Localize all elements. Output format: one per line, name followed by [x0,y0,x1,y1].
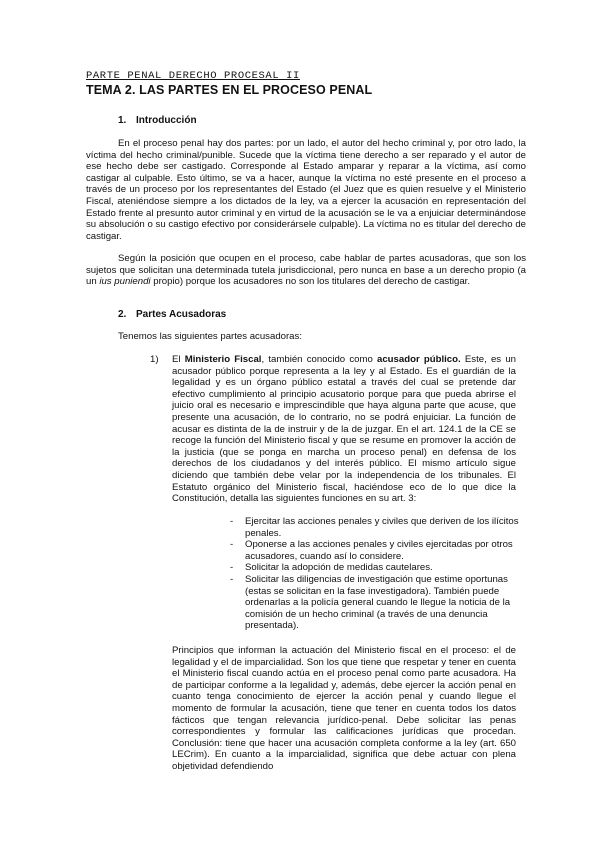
dash-bullet: - [230,573,234,585]
list-item-text: Solicitar la adopción de medidas cautelares. [245,562,433,574]
lead-text: El [172,354,185,365]
section-title: Partes Acusadoras [136,309,227,320]
running-header: PARTE PENAL DERECHO PROCESAL II [86,70,300,82]
acusadoras-intro: Tenemos las siguientes partes acusadoras: [118,331,302,342]
principles-paragraph: Principios que informan la actuación del Ministerio fiscal en el proceso: el de legalidad y el de imparcialidad. Son los que tiene que respetar y tener en cuenta el Ministerio fiscal cuando actúa en el proceso penal como parte acusadora. Ha de participar conforme a la legalidad y, además, debe ejercer la acción penal en cuanto tenga conocimiento de ejercer la acción penal y cuando llegue el momento de formular la acusación, tiene que tener en cuenta todos los datos fácticos que tengan relevancia jurídico-penal. Debe solicitar las penas correspondientes y formular las calificaciones jurídicas que procedan. Conclusión: tiene que hacer una acusación completa conforme a la ley (art. 650 LECrim). En cuanto a la imparcialidad, significa que debe actuar con plena objetividad defendiendo [172,645,516,772]
acusador-publico-term: acusador público. [377,354,461,365]
list-item [230,562,530,574]
list-item-text: Oponerse a las acciones penales y civiles ejercitadas por otros acusadores, cuando así lo considere. [245,539,513,562]
lead-text-2: , también conocido como [261,354,378,365]
list-item-text: Solicitar las diligencias de investigación que estime oportunas (estas se solicitan en la fase investigadora). También puede ordenarlas a la policía general cuando le llegue la noticia de la comisión de un hecho criminal (a través de una denuncia presentada). [245,573,511,632]
intro-paragraph-1 [86,138,526,242]
list-item [230,516,530,539]
list-item-number: 1) [150,354,159,365]
dash-bullet: - [230,539,234,551]
functions-list [230,516,530,632]
list-item [230,539,530,562]
section-title: Introducción [136,115,197,126]
ministerio-fiscal-body: Este, es un acusador público porque representa a la ley y al Estado. Es el guardián de la legalidad y es un órgano público estatal a través del cual se pretende dar efectivo cumplimiento al principio acusatorio porque para que pueda abrirse el juicio oral es necesario e imprescindible que haya alguna parte que acuse, que presente una acusación, de lo contrario, no se podrá enjuiciar. La función de acusar es distinta de la de instruir y de la de juzgar. En el art. 124.1 de la CE se recoge la función del Ministerio fiscal y que se resume en promover la acción de la justicia (que se ponga en marcha un proceso penal) en defensa de los derechos de los ciudadanos y del interés público. El mismo artículo sigue diciendo que también debe velar por la independencia de los tribunales. El Estatuto orgánico del Ministerio fiscal, haciéndose eco de lo que dice la Constitución, detalla las siguientes funciones en su art. 3: [172,354,516,505]
intro-paragraph-2-text-end: propio) porque los acusadores no son los titulares del derecho de castigar. [150,276,471,288]
section-heading-introduccion [118,115,197,126]
ministerio-fiscal-paragraph [172,354,516,505]
ius-puniendi-term: ius puniendi [99,276,151,288]
intro-paragraph-2-text: Según la posición que ocupen en el proceso, cabe hablar de partes acusadoras, que son los sujetos que solicitan una determinada tutela jurisdiccional, pero nunca en base a un derecho propio (a un [86,253,526,288]
section-number: 2. [118,309,127,320]
ministerio-fiscal-term: Ministerio Fiscal [184,354,262,365]
intro-paragraph-2 [86,253,526,288]
list-item-text: Ejercitar las acciones penales y civiles que deriven de los ilícitos penales. [245,516,519,539]
chapter-title: TEMA 2. LAS PARTES EN EL PROCESO PENAL [86,83,373,97]
intro-paragraph-1-text: En el proceso penal hay dos partes: por un lado, el autor del hecho criminal y, por otro lado, la víctima del hecho criminal/punible. Sucede que la víctima tiene derecho a ser reparado y el autor de ese hecho debe ser castigado. Corresponde al Estado amparar y reparar a la víctima, así como castigar al culpable. Esto último, se va a hacer, aunque la víctima no esté presente en el proceso a través de un proceso por los representantes del Estado (el Juez que es quien resuelve y el Ministerio Fiscal, ateniéndose siempre a los dictados de la ley, va a ejercer la acusación en representación del Estado frente al presunto autor criminal y en virtud de la acusación se le va a enjuiciar determinándose su absolución o su castigo efectivo por considerársele culpable). La víctima no es titular del derecho de castigar. [86,138,526,242]
dash-bullet: - [230,516,234,527]
section-heading-partes-acusadoras [118,309,226,320]
section-number: 1. [118,115,127,126]
list-item [230,574,530,632]
dash-bullet: - [230,562,234,574]
